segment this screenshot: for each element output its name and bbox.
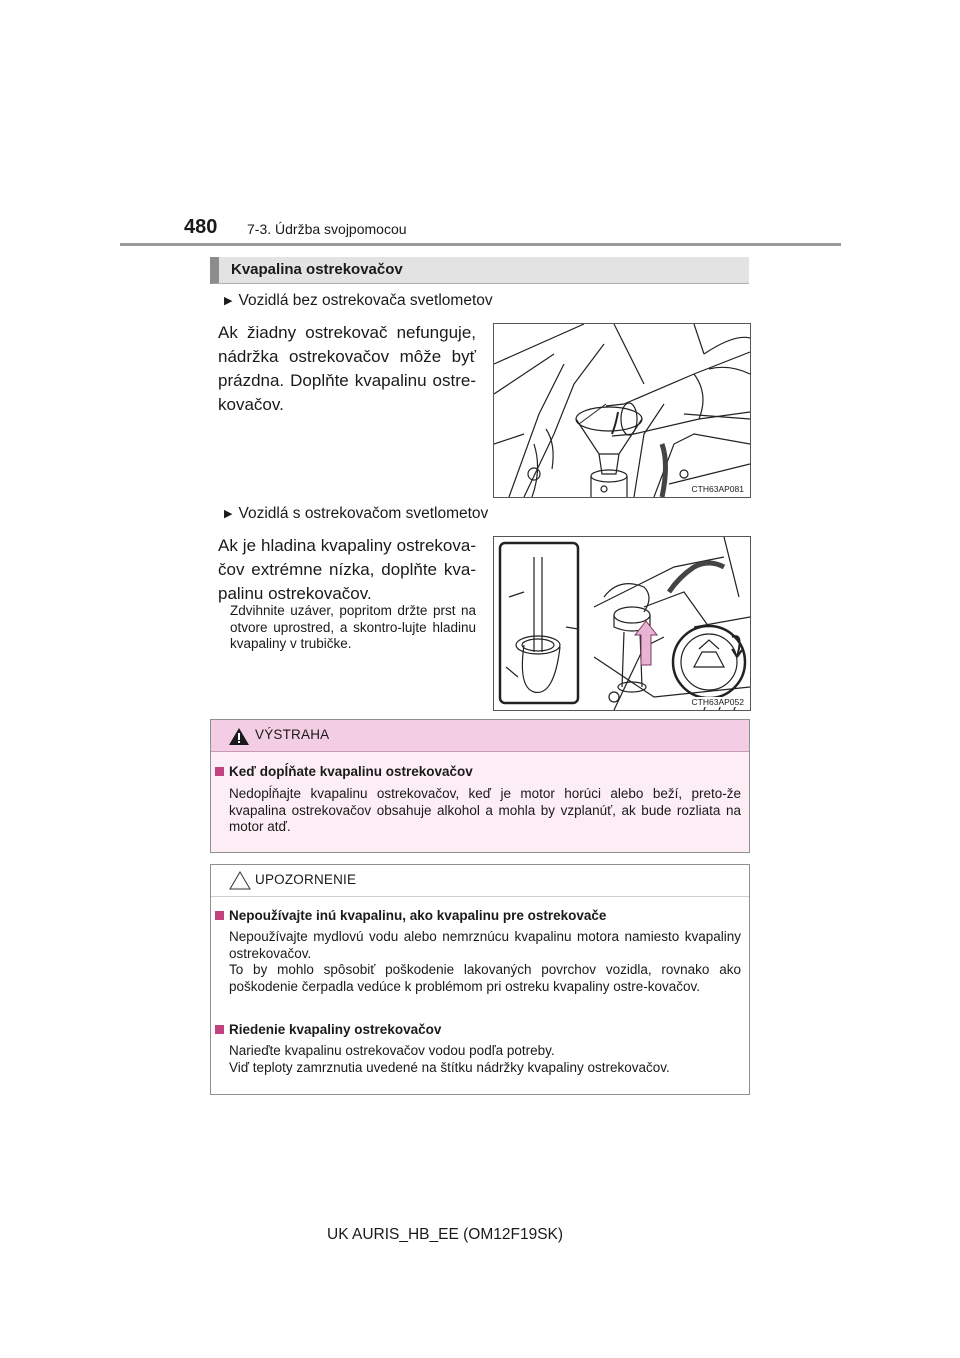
footer-model-code: UK AURIS_HB_EE (OM12F19SK)	[327, 1226, 564, 1243]
subheading-without-headlamp-washer	[224, 292, 493, 310]
caution-text-1b: To by mohlo spôsobiť poškodenie lakovaných povrchov vozidla, rovnako ako poškodenie čerpadla vedúce k problémom pri ostreku kvapaliny ostre-kovačov.	[229, 962, 741, 994]
caution-header	[211, 865, 749, 897]
paragraph-check-level: Zdvihnite uzáver, popritom držte prst na otvore uprostred, a skontro-lujte hladinu kvapaliny v trubičke.	[230, 603, 476, 651]
square-bullet-icon	[215, 1025, 224, 1034]
header-rule	[120, 243, 841, 246]
figure-code: CTH63AP052	[691, 697, 744, 707]
caution-text-2b: Viď teploty zamrznutia uvedené na štítku nádržky kvapaliny ostrekovačov.	[229, 1060, 670, 1075]
figure-check-level	[493, 536, 751, 711]
funnel-illustration	[494, 324, 750, 497]
caution-title: UPOZORNENIE	[255, 872, 357, 887]
paragraph-empty-reservoir: Ak žiadny ostrekovač nefunguje, nádržka ostrekovačov môže byť prázdna. Doplňte kvapalinu ostre-kovačov.	[218, 323, 476, 414]
paragraph-low-level: Ak je hladina kvapaliny ostrekova-čov extrémne nízka, doplňte kva-palinu ostrekovačov.	[218, 536, 476, 603]
chapter-section-title: 7-3. Údržba svojpomocou	[247, 221, 407, 237]
triangle-bullet-icon: ▶	[224, 295, 233, 307]
section-heading: Kvapalina ostrekovačov	[231, 261, 403, 278]
page-number: 480	[184, 216, 218, 238]
figure-code: CTH63AP081	[691, 484, 744, 494]
cap-check-illustration	[494, 537, 750, 710]
section-heading-bar	[210, 257, 749, 284]
warning-bullet-title: Keď dopĺňate kvapalinu ostrekovačov	[215, 764, 473, 779]
warning-box	[210, 719, 750, 853]
square-bullet-icon	[215, 767, 224, 776]
subheading-text: Vozidlá s ostrekovačom svetlometov	[238, 505, 489, 522]
warning-triangle-icon	[229, 728, 249, 745]
caution-text-2a: Narieďte kvapalinu ostrekovačov vodou podľa potreby.	[229, 1043, 555, 1058]
triangle-bullet-icon: ▶	[224, 508, 233, 520]
square-bullet-icon	[215, 911, 224, 920]
caution-bullet-title-2: Riedenie kvapaliny ostrekovačov	[215, 1022, 441, 1037]
warning-text: Nedopĺňajte kvapalinu ostrekovačov, keď je motor horúci alebo beží, preto-že kvapalina ostrekovačov obsahuje alkohol a mohla by vzplanúť, ak bude rozliata na motor atď.	[229, 786, 741, 834]
caution-bullet-title-1: Nepoužívajte inú kvapalinu, ako kvapalinu pre ostrekovače	[215, 908, 606, 923]
warning-body	[211, 752, 749, 852]
warning-title: VÝSTRAHA	[255, 727, 330, 742]
caution-triangle-icon	[229, 871, 251, 890]
subheading-text: Vozidlá bez ostrekovača svetlometov	[238, 292, 493, 309]
caution-box	[210, 864, 750, 1095]
figure-refill-funnel	[493, 323, 751, 498]
subheading-with-headlamp-washer	[224, 505, 488, 523]
warning-header	[211, 720, 749, 752]
caution-text-1a: Nepoužívajte mydlovú vodu alebo nemrznúcu kvapalinu motora namiesto kvapaliny ostrekovačov.	[229, 929, 741, 961]
